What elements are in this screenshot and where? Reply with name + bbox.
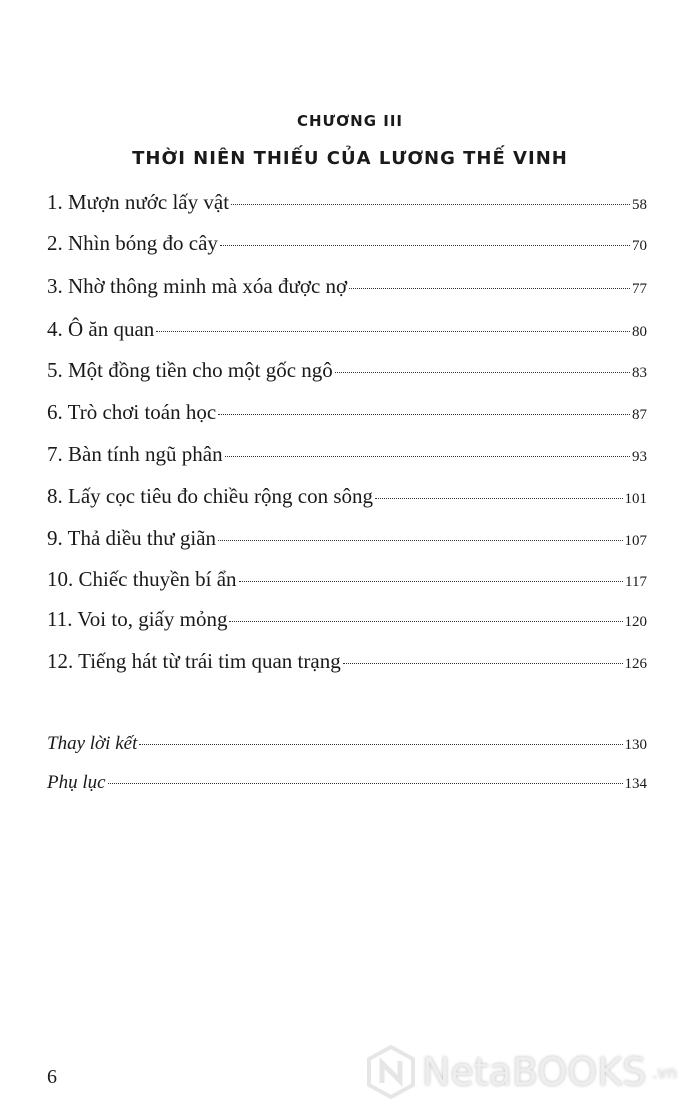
toc-entry xyxy=(47,484,647,509)
toc-entry xyxy=(47,400,647,425)
chapter-label: CHƯƠNG III xyxy=(296,112,404,130)
chapter-title: THỜI NIÊN THIẾU CỦA LƯƠNG THẾ VINH xyxy=(132,148,568,169)
toc-entry xyxy=(47,358,647,383)
page-number: 6 xyxy=(47,1066,57,1088)
toc-entry xyxy=(47,567,647,592)
toc-entry-page: 87 xyxy=(632,407,647,423)
toc-entry-page: 70 xyxy=(632,238,647,254)
toc-entry-page: 130 xyxy=(624,737,647,753)
toc-entry-page: 58 xyxy=(632,197,647,213)
dot-leader xyxy=(218,414,630,415)
toc-entry-page: 107 xyxy=(624,533,647,549)
toc-entry-title: 2. Nhìn bóng đo cây xyxy=(47,231,218,255)
toc-entry xyxy=(47,317,647,342)
dot-leader xyxy=(349,288,630,289)
toc-entry-title: 11. Voi to, giấy mỏng xyxy=(47,607,228,631)
toc-entry-page: 117 xyxy=(625,574,647,590)
toc-entry xyxy=(47,274,647,299)
toc-entry-title: 4. Ô ăn quan xyxy=(47,317,155,341)
dot-leader xyxy=(220,245,630,246)
dot-leader xyxy=(156,331,630,332)
toc-entry-title: 1. Mượn nước lấy vật xyxy=(47,190,230,214)
dot-leader xyxy=(229,621,622,622)
toc-entry xyxy=(47,772,647,794)
toc-entry xyxy=(47,231,647,256)
dot-leader xyxy=(218,540,622,541)
toc-entry-page: 101 xyxy=(624,491,647,507)
dot-leader xyxy=(335,372,630,373)
toc-entry-title: 8. Lấy cọc tiêu đo chiều rộng con sông xyxy=(47,484,373,508)
toc-entry-page: 77 xyxy=(632,281,647,297)
dot-leader xyxy=(139,744,622,745)
toc-entry-title: 3. Nhờ thông minh mà xóa được nợ xyxy=(47,274,348,298)
toc-entry-page: 80 xyxy=(632,324,647,340)
toc-entry-page: 126 xyxy=(624,656,647,672)
toc-entry-page: 93 xyxy=(632,449,647,465)
toc-entry xyxy=(47,526,647,551)
watermark-suffix: .vn xyxy=(652,1062,677,1082)
toc-entry-page: 134 xyxy=(624,776,647,792)
dot-leader xyxy=(231,204,630,205)
toc-entry xyxy=(47,607,647,632)
toc-entry-title: 6. Trò chơi toán học xyxy=(47,400,217,424)
toc-entry-title: 9. Thả diều thư giãn xyxy=(47,526,217,550)
dot-leader xyxy=(343,663,623,664)
dot-leader xyxy=(375,498,623,499)
toc-entry xyxy=(47,442,647,467)
toc-entry-title: Phụ lục xyxy=(47,772,106,793)
toc-entry-page: 83 xyxy=(632,365,647,381)
watermark-logo xyxy=(366,1045,677,1099)
toc-entry xyxy=(47,733,647,755)
toc-entry xyxy=(47,190,647,215)
toc-entry-title: Thay lời kết xyxy=(47,733,138,754)
toc-entry-page: 120 xyxy=(624,614,647,630)
watermark-brand: NetaBOOKS xyxy=(422,1050,647,1094)
dot-leader xyxy=(225,456,630,457)
toc-entry-title: 12. Tiếng hát từ trái tim quan trạng xyxy=(47,649,341,673)
toc-entry-title: 7. Bàn tính ngũ phân xyxy=(47,442,223,466)
toc-entry-title: 10. Chiếc thuyền bí ẩn xyxy=(47,567,237,591)
toc-entry-title: 5. Một đồng tiền cho một gốc ngô xyxy=(47,358,333,382)
toc-entry xyxy=(47,649,647,674)
netabooks-hexagon-icon xyxy=(366,1045,416,1099)
dot-leader xyxy=(239,581,624,582)
dot-leader xyxy=(108,783,623,784)
